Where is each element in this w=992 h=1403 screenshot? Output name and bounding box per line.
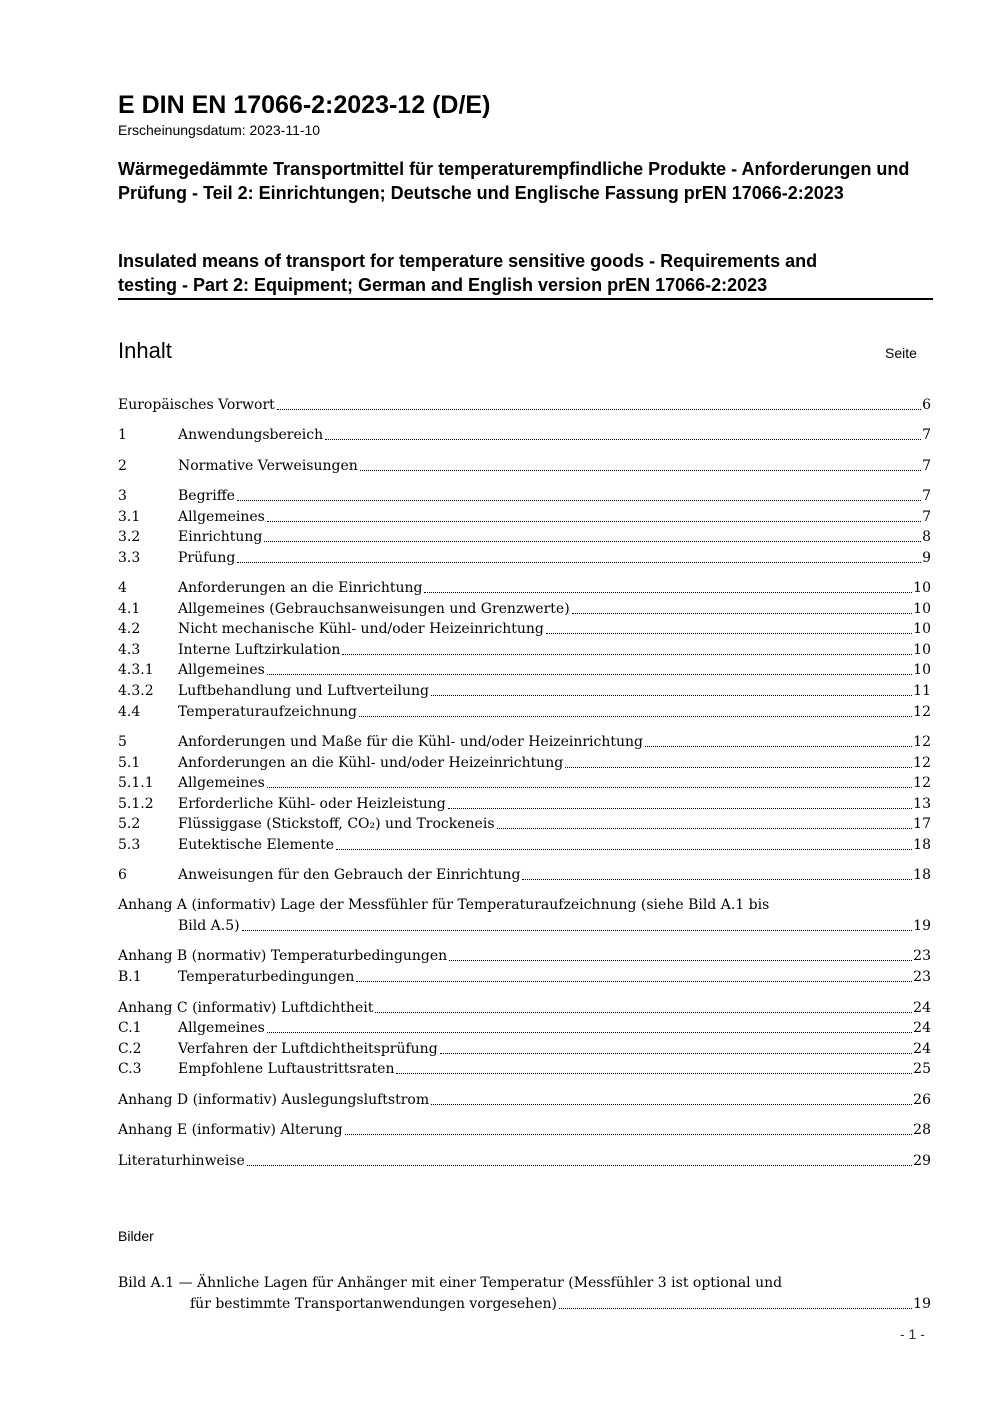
toc-leader-dots	[449, 960, 912, 961]
toc-entry-c-2[interactable]	[118, 1039, 931, 1059]
toc-entry-5-1-2[interactable]	[118, 794, 931, 814]
toc-entry-continuation	[118, 916, 931, 937]
toc-entry-number: 4.3.2	[118, 683, 154, 699]
toc-entry-page: 23	[913, 948, 931, 964]
issue-date: Erscheinungsdatum: 2023-11-10	[118, 122, 321, 138]
figure-entry-continuation	[118, 1294, 931, 1315]
toc-entry-literatur[interactable]	[118, 1151, 931, 1171]
toc-entry-text: Anhang C (informativ) Luftdichtheit	[118, 1000, 374, 1016]
toc-entry-number: 5.1.2	[118, 796, 154, 812]
figure-entry-a-1[interactable]	[118, 1273, 931, 1314]
toc-entry-page: 10	[913, 662, 931, 678]
toc-entry-5-1-1[interactable]	[118, 773, 931, 793]
toc-entry-number: 5.3	[118, 837, 141, 853]
toc-entry-page: 26	[913, 1092, 931, 1108]
toc-entry-text: Luftbehandlung und Luftverteilung	[178, 683, 429, 699]
toc-leader-dots	[440, 1053, 913, 1054]
toc-entry-2[interactable]	[118, 456, 931, 476]
toc-leader-dots	[375, 1012, 912, 1013]
toc-entry-3-1[interactable]	[118, 507, 931, 527]
toc-page-label: Seite	[885, 345, 917, 361]
toc-entry-page: 12	[913, 775, 931, 791]
toc-leader-dots	[264, 541, 921, 542]
toc-entry-page: 7	[922, 458, 931, 474]
toc-entry-text: Eutektische Elemente	[178, 837, 334, 853]
toc-entry-number: B.1	[118, 969, 142, 985]
toc-leader-dots	[565, 767, 912, 768]
toc-entry-4-3[interactable]	[118, 640, 931, 660]
page-number: - 1 -	[900, 1326, 925, 1342]
toc-leader-dots	[572, 613, 913, 614]
toc-entry-4[interactable]	[118, 578, 931, 598]
toc-leader-dots	[497, 828, 913, 829]
toc-entry-page: 12	[913, 704, 931, 720]
toc-entry-page: 6	[922, 397, 931, 413]
toc-entry-4-3-1[interactable]	[118, 660, 931, 680]
toc-entry-anhang-a[interactable]	[118, 895, 931, 936]
toc-leader-dots	[345, 1134, 913, 1135]
toc-entry-number: 5.1.1	[118, 775, 154, 791]
toc-leader-dots	[267, 787, 912, 788]
toc-leader-dots	[325, 439, 921, 440]
toc-entry-text: Interne Luftzirkulation	[178, 642, 341, 658]
toc-entry-number: 5.2	[118, 816, 141, 832]
toc-entry-page: 10	[913, 621, 931, 637]
toc-entry-5[interactable]	[118, 732, 931, 752]
toc-entry-number: 3.3	[118, 550, 141, 566]
toc-leader-dots	[267, 1032, 912, 1033]
toc-entry-anhang-e[interactable]	[118, 1120, 931, 1140]
toc-entry-text: Begriffe	[178, 488, 235, 504]
toc-entry-text: Anhang D (informativ) Auslegungsluftstrom	[118, 1092, 430, 1108]
toc-leader-dots	[559, 1308, 912, 1309]
toc-leader-dots	[396, 1073, 912, 1074]
toc-entry-page: 10	[913, 580, 931, 596]
toc-entry-text: Literaturhinweise	[118, 1153, 245, 1169]
toc-entry-text: Allgemeines	[178, 775, 265, 791]
toc-entry-number: 6	[118, 867, 127, 883]
toc-heading: Inhalt	[118, 338, 172, 363]
toc-entry-number: 4.3.1	[118, 662, 154, 678]
document-id: E DIN EN 17066-2:2023-12 (D/E)	[118, 91, 491, 119]
toc-entry-text: Prüfung	[178, 550, 236, 566]
toc-entry-page: 29	[913, 1153, 931, 1169]
toc-entry-3-3[interactable]	[118, 548, 931, 568]
figure-entry-text: Bild A.1 — Ähnliche Lagen für Anhänger mit einer Temperatur (Messfühler 3 ist optional und	[118, 1275, 783, 1291]
toc-entry-text: Temperaturbedingungen	[178, 969, 355, 985]
toc-entry-number: 5	[118, 734, 127, 750]
toc-entry-4-2[interactable]	[118, 619, 931, 639]
toc-entry-page: 19	[913, 917, 931, 934]
toc-leader-dots	[267, 674, 912, 675]
toc-entry-c-1[interactable]	[118, 1018, 931, 1038]
toc-entry-number: 4.4	[118, 704, 141, 720]
toc-entry-text: Nicht mechanische Kühl- und/oder Heizeinrichtung	[178, 621, 544, 637]
toc-entry-text: Anforderungen an die Kühl- und/oder Heizeinrichtung	[178, 755, 564, 771]
toc-entry-page: 7	[922, 509, 931, 525]
toc-entry-text: Anhang B (normativ) Temperaturbedingungen	[118, 948, 448, 964]
toc-entry-text: Allgemeines	[178, 662, 265, 678]
toc-leader-dots	[546, 633, 912, 634]
toc-entry-vorwort[interactable]	[118, 395, 931, 415]
toc-entry-page: 11	[913, 683, 931, 699]
toc-entry-number: 3.1	[118, 509, 141, 525]
toc-entry-page: 23	[913, 969, 931, 985]
toc-entry-anhang-c[interactable]	[118, 998, 931, 1018]
toc-entry-text: Anforderungen an die Einrichtung	[178, 580, 423, 596]
toc-entry-5-3[interactable]	[118, 835, 931, 855]
toc-leader-dots	[242, 930, 913, 931]
toc-entry-text: Einrichtung	[178, 529, 263, 545]
toc-entry-page: 9	[922, 550, 931, 566]
toc-leader-dots	[237, 500, 921, 501]
toc-entry-page: 7	[922, 488, 931, 504]
toc-entry-page: 7	[922, 427, 931, 443]
toc-entry-c-3[interactable]	[118, 1059, 931, 1079]
toc-entry-text: Erforderliche Kühl- oder Heizleistung	[178, 796, 446, 812]
toc-leader-dots	[237, 562, 921, 563]
toc-entry-page: 24	[913, 1041, 931, 1057]
toc-entry-page: 24	[913, 1000, 931, 1016]
toc-entry-text: Allgemeines	[178, 509, 265, 525]
figure-entry-page: 19	[913, 1295, 931, 1312]
toc-entry-number: 4.1	[118, 601, 141, 617]
toc-entry-anhang-d[interactable]	[118, 1090, 931, 1110]
toc-leader-dots	[360, 470, 921, 471]
toc-leader-dots	[431, 1104, 912, 1105]
toc-leader-dots	[645, 746, 912, 747]
toc-entry-text: Europäisches Vorwort	[118, 397, 275, 413]
toc-entry-4-3-2[interactable]	[118, 681, 931, 701]
toc-entry-text: Empfohlene Luftaustrittsraten	[178, 1061, 395, 1077]
toc-entry-page: 10	[913, 642, 931, 658]
toc-entry-page: 18	[913, 837, 931, 853]
toc-leader-dots	[336, 849, 912, 850]
toc-entry-1[interactable]	[118, 425, 931, 445]
toc-entry-4-4[interactable]	[118, 702, 931, 722]
toc-entry-number: 3	[118, 488, 127, 504]
title-german: Wärmegedämmte Transportmittel für temperaturempfindliche Produkte - Anforderungen und Prüfung - Teil 2: Einrichtungen; Deutsche und Englische Fassung prEN 17066-2:2023	[118, 159, 910, 203]
toc-entry-5-2[interactable]	[118, 814, 931, 834]
toc-entry-number: 4.2	[118, 621, 141, 637]
figure-entry-text-continued: für bestimmte Transportanwendungen vorgesehen)	[190, 1295, 557, 1312]
toc-entry-page: 18	[913, 867, 931, 883]
toc-entry-page: 13	[913, 796, 931, 812]
toc-entry-text: Anhang E (informativ) Alterung	[118, 1122, 343, 1138]
toc-entry-number: C.3	[118, 1061, 142, 1077]
toc-leader-dots	[522, 879, 912, 880]
toc-entry-text: Flüssiggase (Stickstoff, CO₂) und Trockeneis	[178, 816, 495, 832]
toc-leader-dots	[356, 981, 912, 982]
title-english-line-1: Insulated means of transport for temperature sensitive goods - Requirements and	[118, 251, 818, 271]
toc-leader-dots	[431, 695, 912, 696]
toc-leader-dots	[342, 654, 912, 655]
title-english-line-2: testing - Part 2: Equipment; German and English version prEN 17066-2:2023	[118, 274, 768, 295]
toc-entry-page: 10	[913, 601, 931, 617]
toc-entry-number: 5.1	[118, 755, 141, 771]
figures-heading: Bilder	[118, 1228, 154, 1244]
toc-leader-dots	[359, 716, 912, 717]
toc-leader-dots	[247, 1165, 912, 1166]
toc-entry-text: Anhang A (informativ) Lage der Messfühler für Temperaturaufzeichnung (siehe Bild A.1 bis	[118, 897, 770, 913]
toc-entry-number: 4	[118, 580, 127, 596]
toc-leader-dots	[424, 592, 912, 593]
toc-entry-3[interactable]	[118, 486, 931, 506]
toc-entry-number: C.1	[118, 1020, 142, 1036]
toc-entry-5-1[interactable]	[118, 753, 931, 773]
toc-entry-text-continued: Bild A.5)	[178, 917, 240, 934]
toc-entry-number: C.2	[118, 1041, 142, 1057]
toc-entry-text: Temperaturaufzeichnung	[178, 704, 357, 720]
toc-entry-page: 8	[922, 529, 931, 545]
toc-entry-page: 12	[913, 755, 931, 771]
toc-leader-dots	[448, 808, 912, 809]
toc-leader-dots	[277, 409, 921, 410]
toc-leader-dots	[267, 521, 921, 522]
toc-entry-number: 2	[118, 458, 127, 474]
toc-entry-text: Allgemeines	[178, 1020, 265, 1036]
toc-entry-text: Anweisungen für den Gebrauch der Einrichtung	[178, 867, 521, 883]
toc-entry-page: 25	[913, 1061, 931, 1077]
toc-entry-page: 17	[913, 816, 931, 832]
toc-entry-page: 12	[913, 734, 931, 750]
toc-entry-text: Normative Verweisungen	[178, 458, 358, 474]
toc-entry-text: Anwendungsbereich	[178, 427, 324, 443]
toc-entry-text: Allgemeines (Gebrauchsanweisungen und Grenzwerte)	[178, 601, 570, 617]
toc-entry-3-2[interactable]	[118, 527, 931, 547]
toc-entry-6[interactable]	[118, 865, 931, 885]
toc-entry-number: 1	[118, 427, 127, 443]
toc-entry-4-1[interactable]	[118, 599, 931, 619]
toc-entry-b-1[interactable]	[118, 967, 931, 987]
toc-entry-number: 3.2	[118, 529, 141, 545]
toc-entry-page: 28	[913, 1122, 931, 1138]
toc-entry-text: Verfahren der Luftdichtheitsprüfung	[178, 1041, 438, 1057]
toc-entry-number: 4.3	[118, 642, 141, 658]
toc-entry-page: 24	[913, 1020, 931, 1036]
toc-entry-text: Anforderungen und Maße für die Kühl- und/oder Heizeinrichtung	[178, 734, 643, 750]
toc-entry-anhang-b[interactable]	[118, 946, 931, 966]
title-english	[118, 250, 933, 300]
